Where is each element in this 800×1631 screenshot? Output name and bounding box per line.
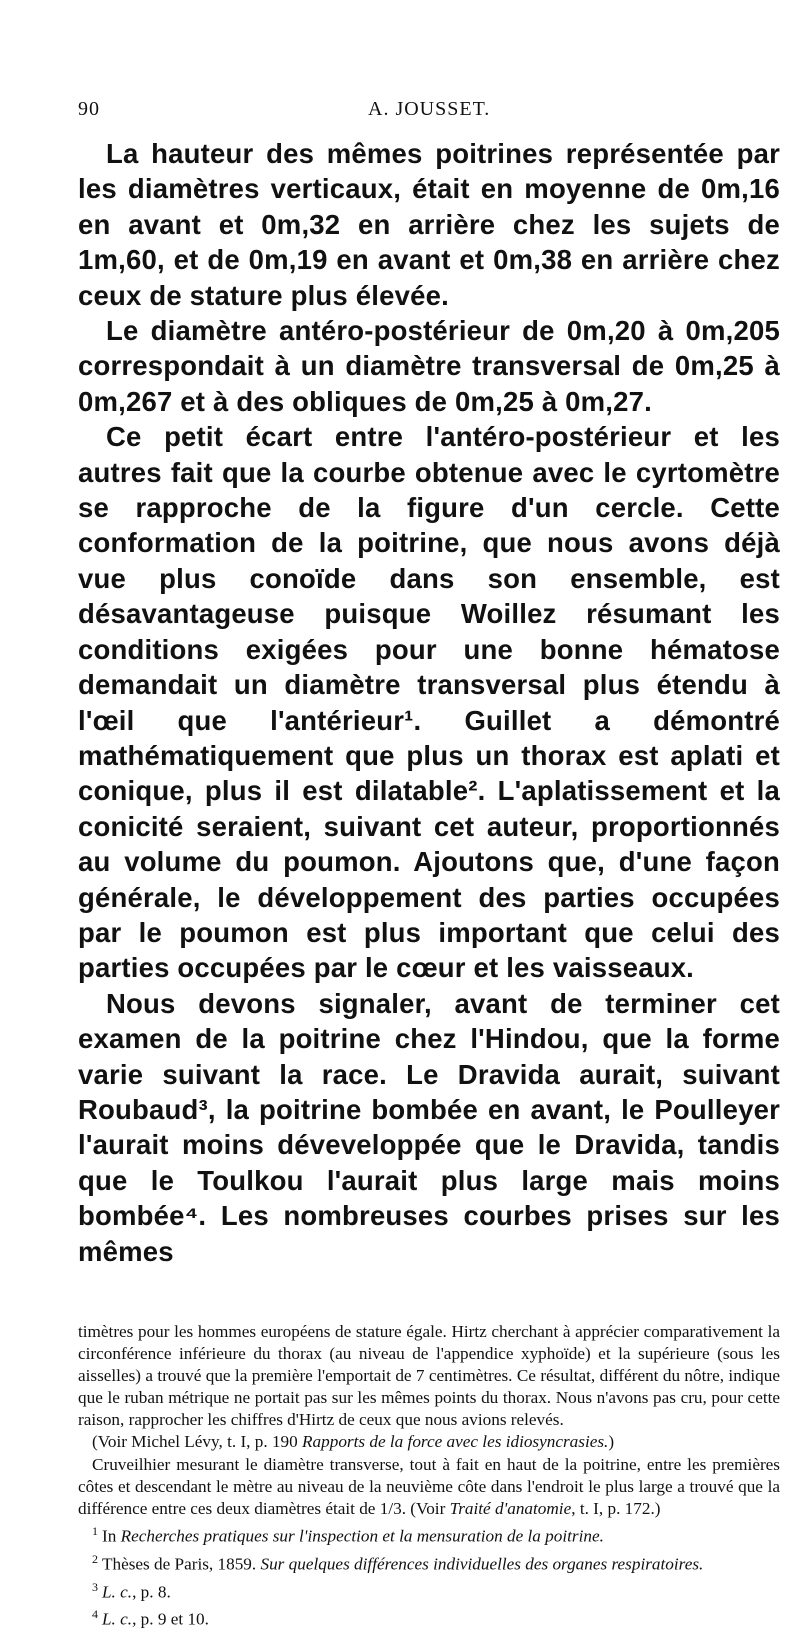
running-title: A. JOUSSET. — [368, 98, 491, 120]
paragraph-4: Nous devons signaler, avant de terminer cet examen de la poitrine chez l'Hindou, que la forme varie suivant la race. Le Dravida aurait, suivant Roubaud³, la poitrine bombée en avant, le Poulleyer l'aurait moins déveveloppée que le Dravida, tandis que le Toulkou l'aurait plus large mais moins bombée⁴. Les nombreuses courbes prises sur les mêmes — [78, 987, 780, 1267]
running-head — [78, 0, 780, 130]
paragraph-2: Le diamètre antéro-postérieur de 0m,20 à 0m,205 correspondait à un diamètre transversal de 0m,25 à 0m,267 et à des obliques de 0m,25 à 0m,27. — [78, 315, 780, 417]
footnote-cruveilhier — [78, 1454, 780, 1520]
footnote-continuation: timètres pour les hommes européens de stature égale. Hirtz cherchant à apprécier comparativement la circonférence inférieure du thorax (au niveau de l'appendice xyphoïde) et la supérieure (sous les aisselles) a trouvé que la première l'emportait de 7 centimètres. Ce résultat, différent du nôtre, indique que le ruban métrique ne portait pas sur les mêmes points du thorax. Nous n'avons pas cru, pour cette raison, rapprocher les chiffres d'Hirtz de ceux que nous avions relevés. — [78, 1322, 780, 1430]
footnote-reference-levy — [78, 1431, 780, 1453]
footnotes — [78, 1321, 780, 1631]
page-number: 90 — [78, 98, 100, 120]
footnote-text: Thèses de Paris, 1859. — [102, 1554, 261, 1574]
footnote-number: 3 — [92, 1579, 98, 1594]
footnote-text: Cruveilhier mesurant le diamètre transverse, tout à fait en haut de la poitrine, entre les premières côtes et descendant le mètre au niveau de la neuvième côte dans l'endroit le plus large a trouvé que la différence entre ces deux diamètres était de 1/3. (Voir — [78, 1454, 780, 1518]
footnote-2 — [78, 1548, 780, 1576]
footnote-number: 1 — [92, 1523, 98, 1538]
footnote-1 — [78, 1520, 780, 1548]
body-text — [78, 136, 780, 1269]
footnote-italic-title: Traité d'anatomie — [449, 1498, 572, 1518]
paragraph-3: Ce petit écart entre l'antéro-postérieur et les autres fait que la courbe obtenue avec le cyrtomètre se rapproche de la figure d'un cercle. Cette conformation de la poitrine, que nous avons déjà vue plus conoïde dans son ensemble, est désavantageuse puisque Woillez résumant les conditions exigées pour une bonne hématose demandait un diamètre transversal plus étendu à l'œil que l'antérieur¹. Guillet a démontré mathématiquement que plus un thorax est aplati et conique, plus il est dilatable². L'aplatissement et la conicité seraient, suivant cet auteur, proportionnés au volume du poumon. Ajoutons que, d'une façon générale, le développement des parties occupées par le poumon est plus important que celui des parties occupées par le cœur et les vaisseaux. — [78, 421, 780, 984]
footnote-text: ) — [608, 1432, 615, 1452]
footnote-italic-title: Recherches pratiques sur l'inspection et la mensuration de la poitrine. — [120, 1526, 604, 1546]
footnote-italic-title: Rapports de la force avec les idiosyncrasies. — [302, 1432, 609, 1452]
paragraph-1: La hauteur des mêmes poitrines représentée par les diamètres verticaux, était en moyenne de 0m,16 en avant et 0m,32 en arrière chez les sujets de 1m,60, et de 0m,19 en avant et 0m,38 en arrière chez ceux de stature plus élevée. — [78, 138, 780, 311]
footnote-text: , p. 8. — [132, 1582, 171, 1602]
footnote-text: In — [102, 1526, 121, 1546]
footnote-text: (Voir Michel Lévy, t. I, p. 190 — [92, 1432, 303, 1452]
footnote-4 — [78, 1603, 780, 1631]
footnote-italic-ref: L. c. — [102, 1610, 133, 1630]
footnote-italic-ref: L. c. — [102, 1582, 133, 1602]
footnote-number: 2 — [92, 1551, 98, 1566]
footnote-text: , t. I, p. 172.) — [571, 1498, 661, 1518]
footnote-3 — [78, 1576, 780, 1604]
section-gap — [78, 1269, 780, 1321]
footnote-italic-title: Sur quelques différences individuelles des organes respiratoires. — [260, 1554, 704, 1574]
footnote-number: 4 — [92, 1607, 98, 1622]
footnote-text: , p. 9 et 10. — [132, 1610, 209, 1630]
